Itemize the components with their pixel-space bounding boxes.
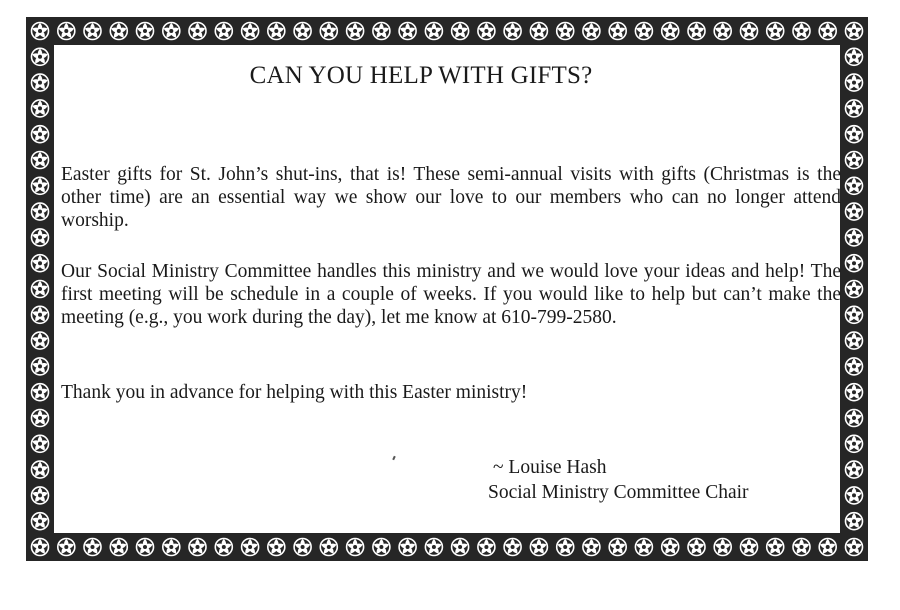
notice-paragraph-1: Easter gifts for St. John’s shut-ins, that is! These semi-annual visits with gifts (Christmas is the other time) are an essential way we show our love to our members who can no longer attend worship.: [61, 164, 841, 231]
signature-name: ~ Louise Hash: [493, 457, 607, 478]
notice-paragraph-2: Our Social Ministry Committee handles this ministry and we would love your ideas and help! The first meeting will be schedule in a couple of weeks. If you would like to help but can’t make the meeting (e.g., you work during the day), let me know at 610-799-2580.: [61, 261, 841, 328]
notice-title: CAN YOU HELP WITH GIFTS?: [249, 62, 593, 89]
signature-title: Social Ministry Committee Chair: [488, 482, 749, 503]
notice-paragraph-3: Thank you in advance for helping with this Easter ministry!: [61, 382, 528, 403]
